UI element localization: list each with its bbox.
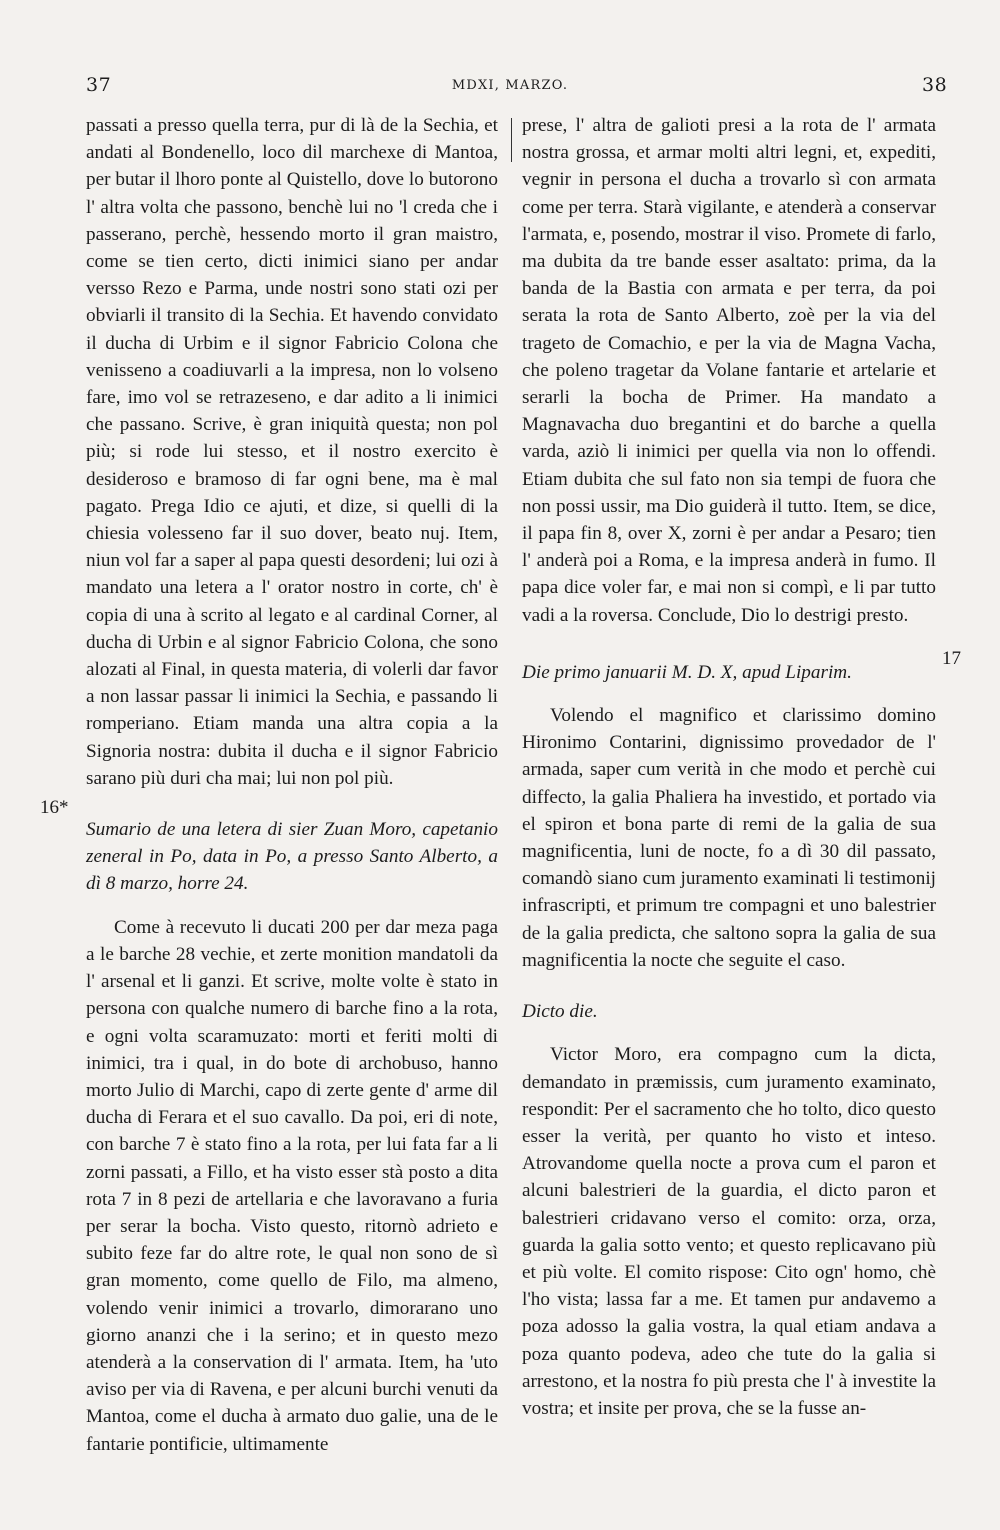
right-paragraph-3: Victor Moro, era compagno cum la dicta, demandato in præmissis, cum juramento examinato, respondit: Per el sacramento che ho tolto, dico questo esser la verità, per quanto ho visto et inteso. Atrovandome quella nocte a prova cum el paron et alcuni balestrieri de la guardia, el dicto paron et balestrieri cridavano verso el comito: orza, orza, guarda la galia sotto vento; et questo replicavano più et più volte. El comito rispose: Cito ogn' homo, chè l'ho vista; lassa far a me. Et tamen pur andavemo a poza adosso la galia vostra, la qual etiam andava a poza quanto podeva, adeo che tute do la galia si arrestono, et la nostra fo più presta che l' à investite la vostra; et insite per prova, che se la fusse an- xyxy=(522,1044,936,1419)
right-paragraph-1: prese, l' altra de galioti presi a la rota de l' armata nostra grossa, et armar molti altri legni, et, expediti, vegnir in persona el ducha a trovarlo sì con armata come per terra. Starà vigilante, e atenderà a conservar l'armata, e, posendo, mostrar il viso. Promete di farlo, ma dubita da tre bande esser asaltato: prima, da la banda de la Bastia con armata e per terra, da poi serata la rota de Santo Alberto, zoè per la via del trageto de Comachio, e per la via de Magna Vacha, che poleno tragetar da Volane fantarie et artelarie et serarli la bocha de Primer. Ha mandato a Magnavacha duo bregantini et do barche a quella varda, aziò li inimici per quella via non lo offendi. Etiam dubita che sul fato non sia tempi de fuora che non possi ussir, ma Dio guiderà il tutto. Item, se dice, il papa fin 8, over X, zorni è per andar a Pesaro; tien l' anderà poi a Roma, e la impresa anderà in fumo. Il papa dice voler far, e mai non si compì, e li par tutto vadi a la roversa. Conclude, Dio lo destrigi presto. xyxy=(522,115,936,626)
left-heading-sumario: Sumario de una letera di sier Zuan Moro, capetanio zeneral in Po, data in Po, a presso Santo Alberto, a dì 8 marzo, horre 24. xyxy=(86,819,498,895)
page-number-left: 37 xyxy=(86,74,112,96)
right-heading-die-primo: Die primo januarii M. D. X, apud Liparim. xyxy=(522,661,852,683)
running-title: MDXI, MARZO. xyxy=(451,78,569,93)
left-paragraph-1: passati a presso quella terra, pur di là de la Sechia, et andati al Bondenello, loco dil marchexe di Mantoa, per butar il lhoro ponte al Quistello, dove lo butorono l' altra volta che passono, benchè lui no 'l creda che i passerano, perchè, hessendo morto il gran maistro, come se tien certo, dicti inimici siano per andar versso Rezo e Parma, unde nostri sono stati ozi per obviarli il transito di la Sechia. Et havendo convidato il ducha di Urbim e il signor Fabricio Colona che venisseno a coadiuvarli a la impresa, non lo volseno fare, imo vol se retrazeseno, e dar adito a li inimici che passano. Scrive, è gran iniquità questa; non pol più; si rode lui stesso, et il nostro exercito è desideroso e bramoso di far ogni bene, ma è mal pagato. Prega Idio ce ajuti, et dize, si quelli di la chiesia volesseno far il suo dover, beato nuj. Item, niun vol far a saper al papa questi desordeni; lui ozi à mandato una letera a l' orator nostro in corte, ch' è copia di una à scrito al legato e al cardinal Corner, al ducha di Urbin e al signor Fabricio Colona, che sono alozati al Final, in questa materia, di volerli dar favor a non lassar passar li inimici la Sechia, e passando li romperiano. Etiam manda una altra copia a la Signoria nostra: dubita il ducha e il signor Fabricio sarano più duri cha mai; lui non pol più. xyxy=(86,115,498,789)
margin-note-16: 16* xyxy=(40,797,69,818)
left-paragraph-2: Come à recevuto li ducati 200 per dar meza paga a le barche 28 vechie, et zerte monition mandatoli da l' arsenal et li ganzi. Et scrive, molte volte è stato in persona con qualche numero di barche fino a la rota, e ogni volta scaramuzato: morti et feriti molti di inimici, tra i qual, in do bote di archobuso, hanno morto Julio di Marchi, capo di zerte gente d' arme dil ducha di Ferara et el suo cavallo. Da poi, eri di note, con barche 7 è stato fino a la rota, per lui fata far a li zorni passati, a Fillo, et ha visto esser stà posto a dita rota 7 in 8 pezi de artellaria e che lavoravano a furia per serar la bocha. Visto questo, ritornò adrieto e subito feze far do altre rote, le qual non sono de sì gran momento, come quello de Filo, ma almeno, volendo venir inimici a trovarlo, dimorarano uno giorno ananzi che i la serino; et in questo mezo atenderà a la conservation di l' armata. Item, ha 'uto aviso per via di Ravena, e per alcuni burchi venuti da Mantoa, come el ducha à armato duo galie, una de le fantarie pontificie, ultimamente xyxy=(86,916,498,1455)
left-column xyxy=(86,112,498,1458)
right-column xyxy=(522,112,936,1422)
page-header xyxy=(0,72,1000,102)
page-number-right: 38 xyxy=(922,74,948,96)
column-divider xyxy=(511,118,512,162)
right-paragraph-2: Volendo el magnifico et clarissimo domino Hironimo Contarini, dignissimo provedador de l' armada, saper cum verità in che modo et perchè cui diffecto, la galia Phaliera ha investido, et portado via el spiron et bona parte di remi de la galia de sua magnificentia, luni de nocte, fo a dì 30 dil passato, comandò siano cum juramento examinati li testimonij infrascripti, et primum tre compagni et uno balestrier de la galia predicta, che saltono sopra la galia de sua magnificentia la nocte che seguite el caso. xyxy=(522,705,936,971)
right-heading-dicto-die: Dicto die. xyxy=(522,1001,598,1023)
margin-note-17: 17 xyxy=(942,648,961,669)
